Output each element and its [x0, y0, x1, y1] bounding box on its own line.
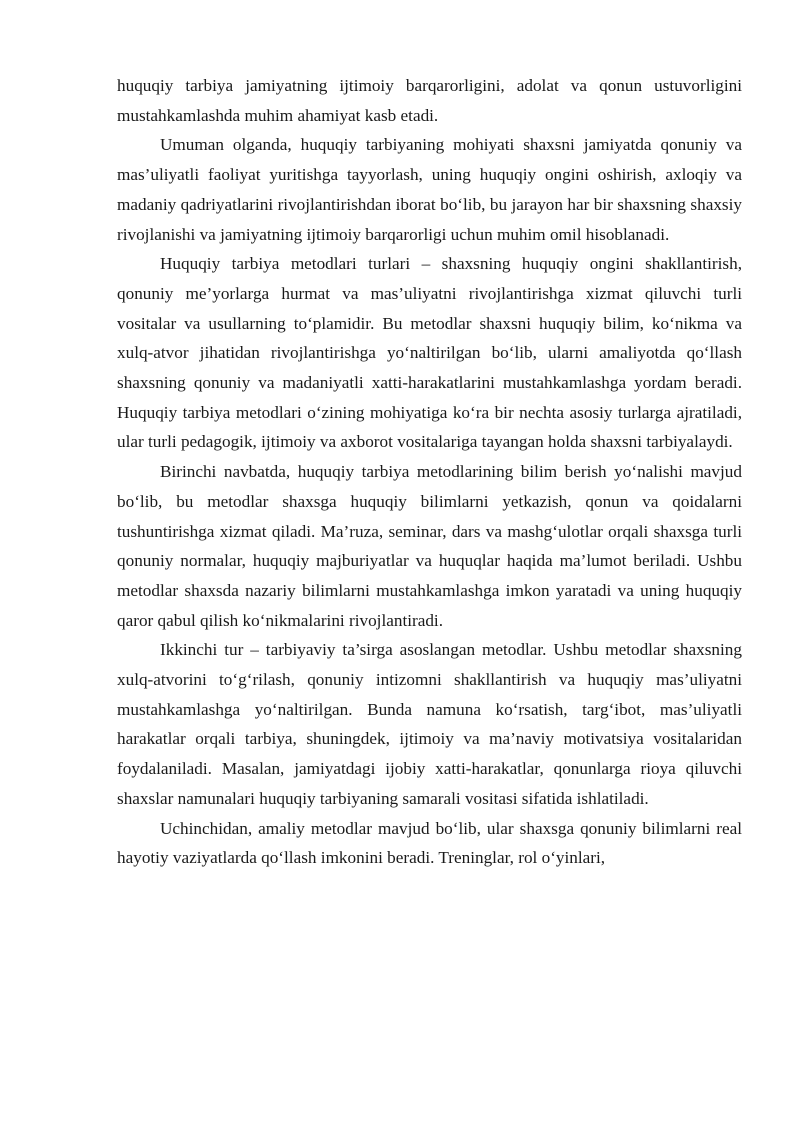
document-page — [117, 71, 742, 873]
paragraph-5: Ikkinchi tur – tarbiyaviy ta’sirga asoslangan metodlar. Ushbu metodlar shaxsning xulq-atvorini to‘g‘rilash, qonuniy intizomni shakllantirish va huquqiy mas’uliyatni mustahkamlashga yo‘naltirilgan. Bunda namuna ko‘rsatish, targ‘ibot, mas’uliyatli harakatlar orqali tarbiya, shuningdek, ijtimoiy va ma’naviy motivatsiya vositalaridan foydalaniladi. Masalan, jamiyatdagi ijobiy xatti-harakatlar, qonunlarga rioya qiluvchi shaxslar namunalari huquqiy tarbiyaning samarali vositasi sifatida ishlatiladi. — [117, 640, 742, 808]
paragraph-4: Birinchi navbatda, huquqiy tarbiya metodlarining bilim berish yo‘nalishi mavjud bo‘lib, bu metodlar shaxsga huquqiy bilimlarni yetkazish, qonun va qoidalarni tushuntirishga xizmat qiladi. Ma’ruza, seminar, dars va mashg‘ulotlar orqali shaxsga turli qonuniy normalar, huquqiy majburiyatlar va huquqlar haqida ma’lumot beriladi. Ushbu metodlar shaxsda nazariy bilimlarni mustahkamlashga imkon yaratadi va uning huquqiy qaror qabul qilish ko‘nikmalarini rivojlantiradi. — [117, 462, 742, 630]
paragraph-6: Uchinchidan, amaliy metodlar mavjud bo‘lib, ular shaxsga qonuniy bilimlarni real hayotiy vaziyatlarda qo‘llash imkonini beradi. Treninglar, rol o‘yinlari, — [117, 818, 742, 868]
paragraph-3: Huquqiy tarbiya metodlari turlari – shaxsning huquqiy ongini shakllantirish, qonuniy me’yorlarga hurmat va mas’uliyatni rivojlantirishga xizmat qiluvchi turli vositalar va usullarning to‘plamidir. Bu metodlar shaxsni huquqiy bilim, ko‘nikma va xulq-atvor jihatidan rivojlantirishga yo‘naltirilgan bo‘lib, ularni amaliyotda qo‘llash shaxsning qonuniy va madaniyatli xatti-harakatlarini mustahkamlashga yordam beradi. Huquqiy tarbiya metodlari o‘zining mohiyatiga ko‘ra bir nechta asosiy turlarga ajratiladi, ular turli pedagogik, ijtimoiy va axborot vositalariga tayangan holda shaxsni tarbiyalaydi. — [117, 254, 742, 452]
paragraph-2: Umuman olganda, huquqiy tarbiyaning mohiyati shaxsni jamiyatda qonuniy va mas’uliyatli faoliyat yuritishga tayyorlash, uning huquqiy ongini oshirish, axloqiy va madaniy qadriyatlarini rivojlantirishdan iborat bo‘lib, bu jarayon har bir shaxsning shaxsiy rivojlanishi va jamiyatning ijtimoiy barqarorligi uchun muhim omil hisoblanadi. — [117, 135, 742, 244]
paragraph-1: huquqiy tarbiya jamiyatning ijtimoiy barqarorligini, adolat va qonun ustuvorligini mustahkamlashda muhim ahamiyat kasb etadi. — [117, 76, 742, 125]
